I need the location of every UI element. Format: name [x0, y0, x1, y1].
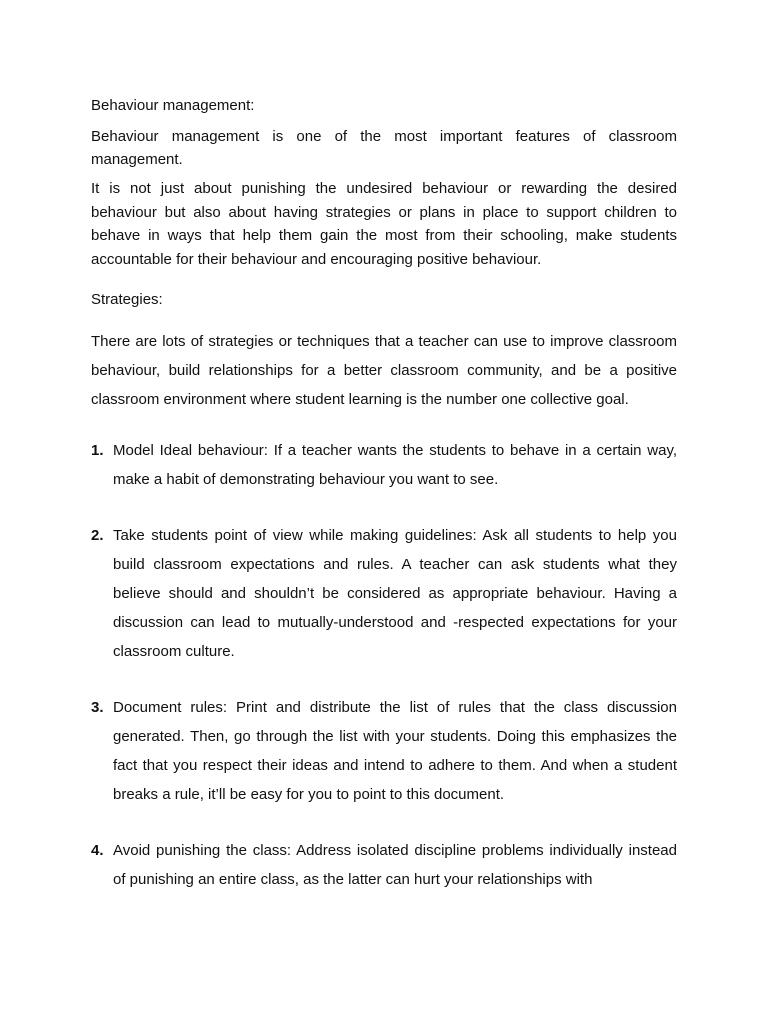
list-item-3	[91, 693, 677, 809]
list-item-4	[91, 836, 677, 894]
list-number-4: 4.	[91, 842, 104, 859]
list-text-1: Model Ideal behaviour: If a teacher wants the students to behave in a certain way, make a habit of demonstrating behaviour you want to see.	[113, 442, 677, 488]
document-page	[91, 95, 677, 921]
list-item-1	[91, 436, 677, 494]
document-heading: Behaviour management:	[91, 97, 255, 114]
strategies-list	[91, 436, 677, 894]
intro-paragraph-2: It is not just about punishing the undesired behaviour or rewarding the desired behaviour but also about having strategies or plans in place to support children to behave in ways that help them gain the most from their schooling, make students accountable for their behaviour and encouraging positive behaviour.	[91, 180, 677, 268]
list-text-4: Avoid punishing the class: Address isolated discipline problems individually instead of punishing an entire class, as the latter can hurt your relationships with	[113, 842, 677, 888]
list-number-2: 2.	[91, 527, 104, 544]
list-number-3: 3.	[91, 699, 104, 716]
list-item-2	[91, 521, 677, 666]
intro-paragraph-1: Behaviour management is one of the most important features of classroom management.	[91, 128, 677, 168]
strategies-label: Strategies:	[91, 291, 163, 308]
list-text-2: Take students point of view while making guidelines: Ask all students to help you build classroom expectations and rules. A teacher can ask students what they believe should and shouldn’t be considered as appropriate behaviour. Having a discussion can lead to mutually-understood and -respected expectations for your classroom culture.	[113, 527, 677, 660]
list-number-1: 1.	[91, 442, 104, 459]
strategies-intro-paragraph: There are lots of strategies or techniques that a teacher can use to improve classroom behaviour, build relationships for a better classroom community, and be a positive classroom environment where student learning is the number one collective goal.	[91, 333, 677, 408]
list-text-3: Document rules: Print and distribute the list of rules that the class discussion generated. Then, go through the list with your students. Doing this emphasizes the fact that you respect their ideas and intend to adhere to them. And when a student breaks a rule, it’ll be easy for you to point to this document.	[113, 699, 677, 803]
